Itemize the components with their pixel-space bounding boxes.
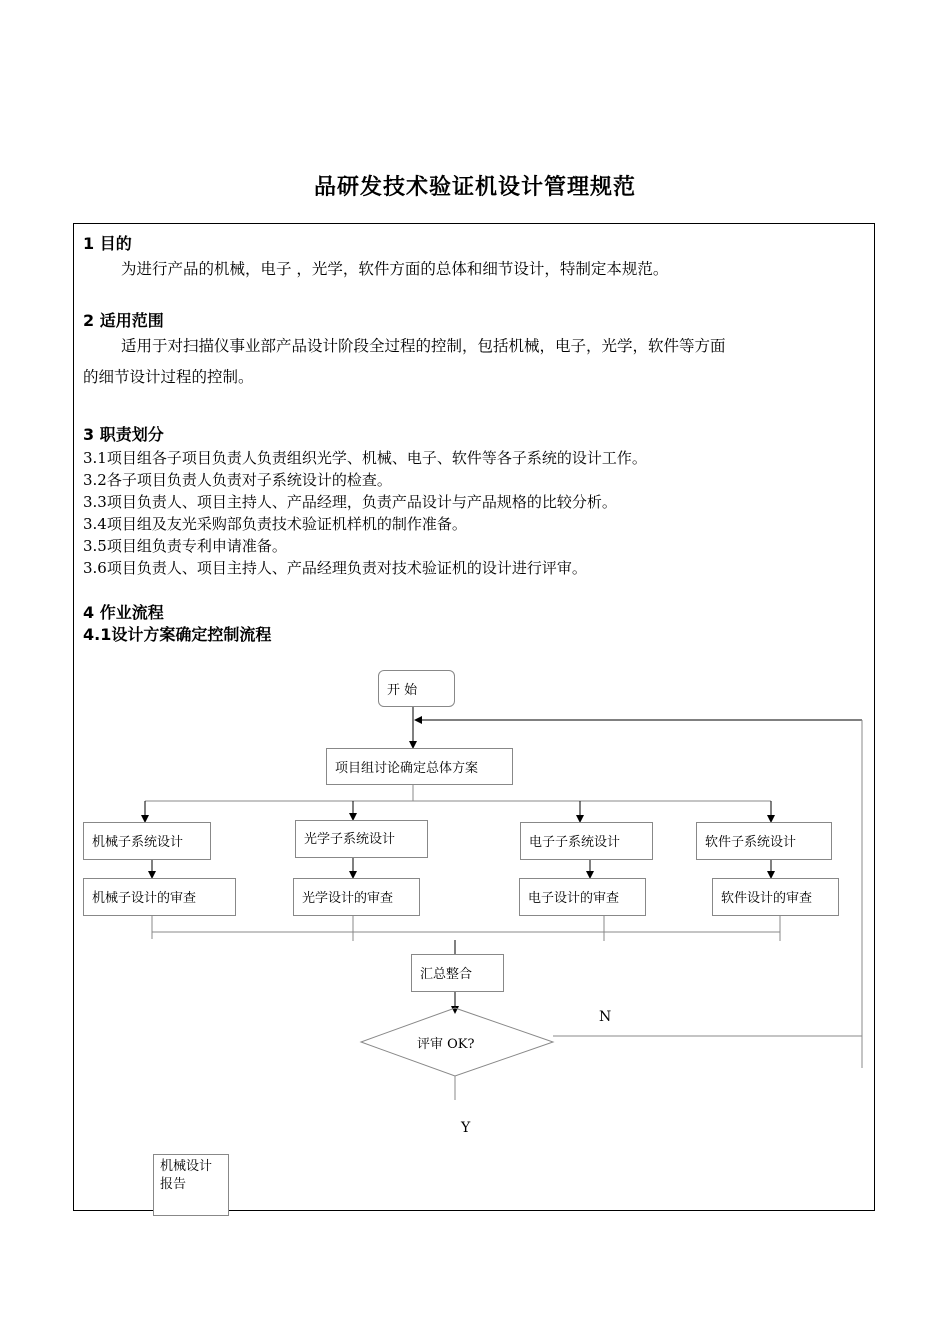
responsibility-item: 3.1项目组各子项目负责人负责组织光学、机械、电子、软件等各子系统的设计工作。: [83, 449, 647, 467]
section-2-heading: 2 适用范围: [83, 311, 164, 330]
responsibility-item: 3.5项目组负责专利申请准备。: [83, 537, 287, 555]
flow-software-review-node: 软件设计的审查: [712, 878, 839, 916]
section-2-text: [83, 331, 868, 393]
flow-optical-design-node: 光学子系统设计: [295, 820, 428, 858]
flow-decision-label: 评审 OK?: [417, 1037, 475, 1052]
flow-mechanical-design-node: 机械子系统设计: [83, 822, 211, 860]
flow-merge-node: 汇总整合: [411, 954, 504, 992]
page-title: 品研发技术验证机设计管理规范: [313, 175, 636, 200]
flow-electronic-design-node: 电子子系统设计: [520, 822, 653, 860]
section-1-body: 为进行产品的机械，电子 ，光学，软件方面的总体和细节设计，特制定本规范。: [121, 260, 669, 278]
section-1-text: [83, 254, 868, 285]
flow-mechanical-review-node: 机械子设计的审查: [83, 878, 236, 916]
flow-software-design-node: 软件子系统设计: [696, 822, 832, 860]
section-3-heading: 3 职责划分: [83, 425, 164, 444]
flow-mechanical-report-node: 机械设计报告: [153, 1154, 229, 1216]
flow-optical-review-node: 光学设计的审查: [293, 878, 420, 916]
responsibility-item: 3.3项目负责人、项目主持人、产品经理，负责产品设计与产品规格的比较分析。: [83, 493, 617, 511]
responsibility-item: 3.4项目组及友光采购部负责技术验证机样机的制作准备。: [83, 515, 467, 533]
flow-start-node: 开 始: [378, 670, 455, 707]
section-2-line-2: 的细节设计过程的控制。: [83, 368, 254, 386]
responsibility-item: 3.2各子项目负责人负责对子系统设计的检查。: [83, 471, 392, 489]
responsibility-item: 3.6项目负责人、项目主持人、产品经理负责对技术验证机的设计进行评审。: [83, 559, 587, 577]
section-1-heading: 1 目的: [83, 234, 132, 253]
section-4-heading: 4 作业流程: [83, 603, 164, 622]
flow-yes-label: Y: [461, 1120, 471, 1136]
flow-no-label: N: [599, 1009, 612, 1025]
section-2-line-1: 适用于对扫描仪事业部产品设计阶段全过程的控制，包括机械，电子，光学，软件等方面: [121, 337, 726, 355]
flow-electronic-review-node: 电子设计的审查: [519, 878, 646, 916]
flow-overall-plan-node: 项目组讨论确定总体方案: [326, 748, 513, 785]
section-4-subheading: 4.1设计方案确定控制流程: [83, 625, 272, 644]
